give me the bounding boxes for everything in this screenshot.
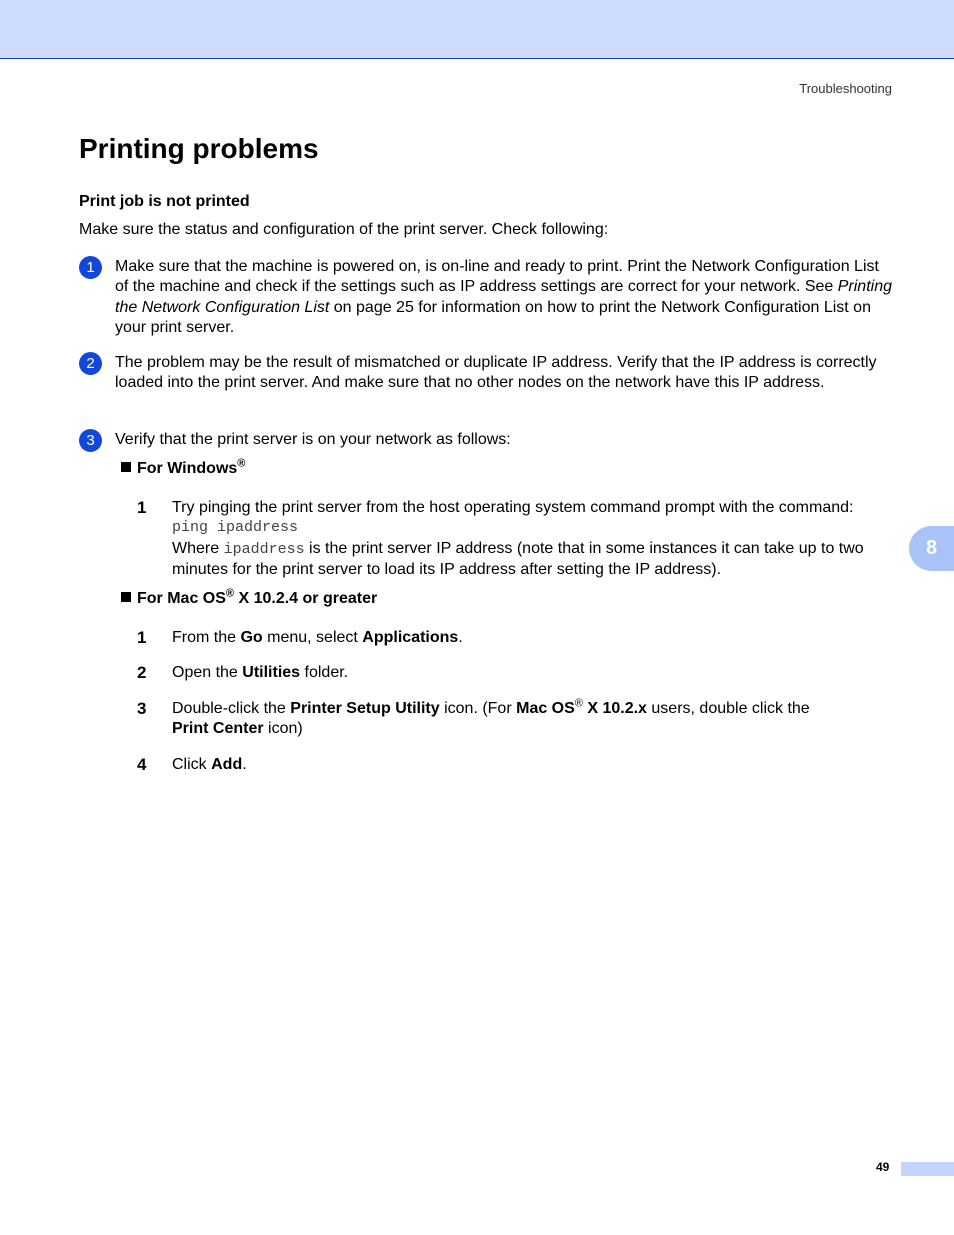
step-1 bbox=[79, 257, 894, 338]
step-number: 1 bbox=[137, 498, 147, 517]
step-badge: 1 bbox=[79, 256, 102, 279]
mac-step-1: 1 From the Go menu, select Applications. bbox=[137, 628, 463, 647]
step-text: Make sure that the machine is powered on, is on-line and ready to print. Print the Network Configuration List of the machine and check if the settings such as IP address settings are correct for your network. See Printing the Network Configuration List on page 25 for information on how to print the Network Configuration List on your print server. bbox=[115, 258, 892, 336]
intro-paragraph: Make sure the status and configuration of the print server. Check following: bbox=[79, 221, 609, 238]
step-badge: 2 bbox=[79, 352, 102, 375]
mac-step-2: 2 Open the Utilities folder. bbox=[137, 663, 349, 682]
square-bullet-icon bbox=[121, 462, 131, 472]
step-text: The problem may be the result of mismatched or duplicate IP address. Verify that the IP address is correctly loaded into the print server. And make sure that no other nodes on the network have this IP address. bbox=[115, 354, 877, 392]
chapter-tab: 8 bbox=[909, 526, 954, 571]
step-badge: 3 bbox=[79, 429, 102, 452]
step-number: 3 bbox=[137, 699, 147, 718]
section-subhead: Print job is not printed bbox=[79, 193, 250, 210]
header-band bbox=[0, 0, 954, 59]
mac-heading: For Mac OS® X 10.2.4 or greater bbox=[121, 590, 377, 608]
step-3 bbox=[79, 430, 894, 450]
step-2 bbox=[79, 353, 894, 394]
mac-step-4: 4 Click Add. bbox=[137, 755, 247, 774]
cross-reference-link: Printing the Network Configuration List bbox=[115, 278, 892, 316]
step-text: Verify that the print server is on your network as follows: bbox=[115, 431, 511, 448]
code-word: ipaddress bbox=[223, 540, 305, 558]
running-head: Troubleshooting bbox=[799, 81, 892, 96]
windows-step-1: 1 Try pinging the print server from the host operating system command prompt with the command: ping ipaddress Where ipaddress is the print server IP address (note that in some instances it can take up to two minutes for the print server to load its IP address after setting the IP address). bbox=[137, 498, 897, 580]
page-number-bar bbox=[901, 1162, 954, 1176]
step-number: 1 bbox=[137, 628, 147, 647]
step-number: 2 bbox=[137, 663, 147, 682]
command-text: ping ipaddress bbox=[172, 519, 299, 537]
square-bullet-icon bbox=[121, 592, 131, 602]
page-number: 49 bbox=[876, 1160, 890, 1174]
step-number: 4 bbox=[137, 755, 147, 774]
page-title: Printing problems bbox=[79, 133, 319, 164]
mac-step-3: 3 Double-click the Printer Setup Utility icon. (For Mac OS® X 10.2.x users, double click the Print Center icon) bbox=[137, 697, 810, 738]
windows-heading: For Windows® bbox=[121, 460, 245, 478]
